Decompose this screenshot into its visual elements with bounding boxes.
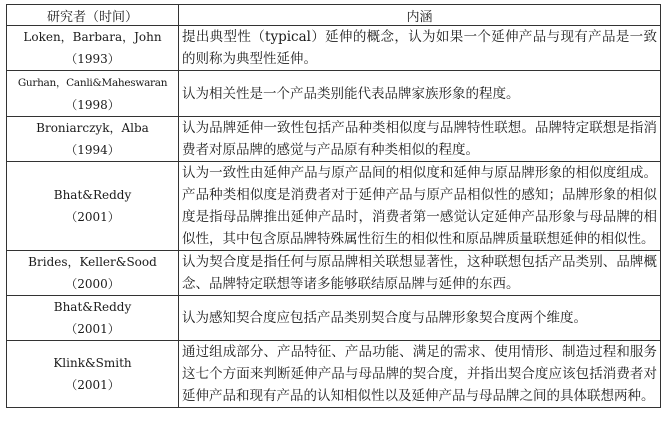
researcher-cell xyxy=(7,162,179,251)
researcher-name: Broniarczyk，Alba xyxy=(36,121,149,135)
researcher-cell xyxy=(7,26,179,71)
definition-cell: 认为相关性是一个产品类别能代表品牌家族形象的程度。 xyxy=(179,71,661,117)
header-connotation: 内涵 xyxy=(179,5,661,26)
definition-cell: 认为感知契合度应包括产品类别契合度与品牌形象契合度两个维度。 xyxy=(179,296,661,341)
table-row xyxy=(7,117,661,162)
researcher-cell xyxy=(7,71,179,117)
definition-cell: 认为契合度是指任何与原品牌相关联想显著性，这种联想包括产品类别、品牌概念、品牌特定联想等诸多能够联结原品牌与延伸的东西。 xyxy=(179,251,661,296)
header-researcher: 研究者（时间） xyxy=(7,5,179,26)
researcher-year: （1998） xyxy=(65,98,120,112)
researcher-name: Brides，Keller&Sood xyxy=(28,255,157,269)
definition-cell: 提出典型性（typical）延伸的概念，认为如果一个延伸产品与现有产品是一致的则称为典型性延伸。 xyxy=(179,26,661,71)
researcher-cell xyxy=(7,251,179,296)
literature-table xyxy=(6,4,661,408)
researcher-name: Bhat&Reddy xyxy=(53,300,132,314)
researcher-year: （1994） xyxy=(65,143,120,157)
definition-cell: 通过组成部分、产品特征、产品功能、满足的需求、使用情形、制造过程和服务这七个方面来判断延伸产品与母品牌的契合度，并指出契合度应该包括消费者对延伸产品和现有产品的认知相似性以及延伸产品与母品牌之间的具体联想两种。 xyxy=(179,341,661,408)
table-row xyxy=(7,71,661,117)
table-row xyxy=(7,162,661,251)
researcher-name: Loken，Barbara，John xyxy=(23,30,162,44)
definition-cell: 认为一致性由延伸产品与原产品间的相似度和延伸与原品牌形象的相似度组成。产品种类相似度是消费者对于延伸产品与原产品相似性的感知；品牌形象的相似度是指母品牌推出延伸产品时，消费者第一感觉认定延伸产品形象与母品牌的相似性，其中包含原品牌特殊属性衍生的相似性和原品牌质量联想延伸的相似性。 xyxy=(179,162,661,251)
researcher-name: Bhat&Reddy xyxy=(53,188,132,202)
researcher-name: Gurhan，Canli&Maheswaran xyxy=(17,77,168,89)
researcher-year: （2001） xyxy=(65,210,120,224)
table-row xyxy=(7,251,661,296)
researcher-year: （1993） xyxy=(65,52,120,66)
researcher-year: （2001） xyxy=(65,322,120,336)
researcher-year: （2001） xyxy=(65,378,120,392)
researcher-name: Klink&Smith xyxy=(53,356,132,370)
table-row xyxy=(7,296,661,341)
table-header-row xyxy=(7,5,661,26)
researcher-cell xyxy=(7,341,179,408)
researcher-cell xyxy=(7,117,179,162)
table-row xyxy=(7,341,661,408)
definition-cell: 认为品牌延伸一致性包括产品种类相似度与品牌特性联想。品牌特定联想是指消费者对原品牌的感觉与产品原有种类相似的程度。 xyxy=(179,117,661,162)
researcher-year: （2000） xyxy=(65,277,120,291)
researcher-cell xyxy=(7,296,179,341)
table-row xyxy=(7,26,661,71)
